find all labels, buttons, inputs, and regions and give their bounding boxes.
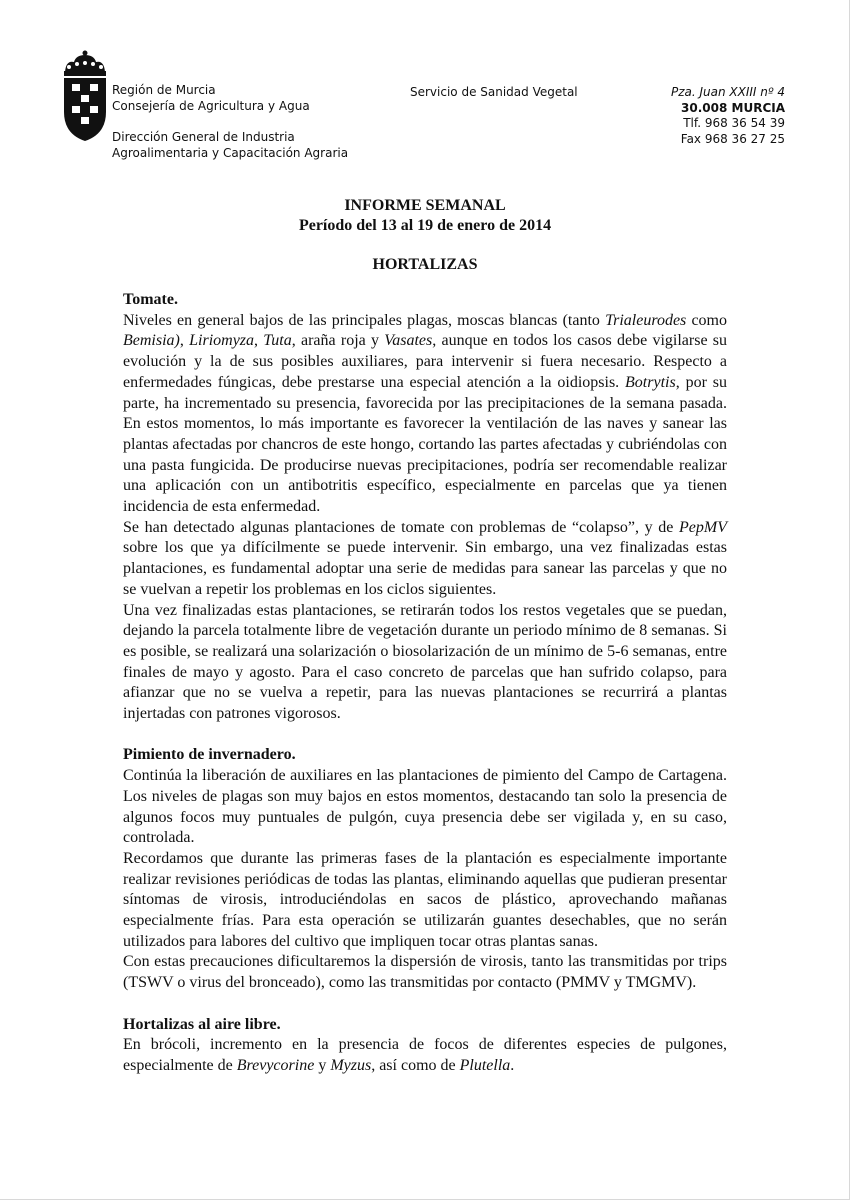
section-title: HORTALIZAS [372, 256, 478, 273]
aire-libre-paragraph-1: En brócoli, incremento en la presencia de focos de diferentes especies de pulgones, especialmente de Brevycorine y Myzus, así como de Plutella. [123, 1036, 727, 1074]
report-period: Período del 13 al 19 de enero de 2014 [298, 216, 552, 234]
organization-block [112, 83, 310, 114]
aire-libre-heading: Hortalizas al aire libre. [123, 1015, 281, 1033]
tomate-paragraph-1: Niveles en general bajos de las principales plagas, moscas blancas (tanto Trialeurodes como Bemisia), Liriomyza, Tuta, araña roja y Vasates, aunque en todos los casos debe vigilarse su evolución y la de sus posibles auxiliares, para intervenir si fuera necesario. Respecto a enfermedades fúngicas, debe prestarse una especial atención a la oidiopsis. Botrytis, por su parte, ha incrementado su presencia, favorecida por las precipitaciones de la semana pasada. En estos momentos, lo más importante es favorecer la ventilación de las naves y sanear las plantas afectadas por chancros de este hongo, cortando las partes afectadas y cubriéndolas con una pasta fungicida. De producirse nuevas precipitaciones, podría ser recomendable realizar una aplicación con un antibotritis específico, especialmente en parcelas que ya tienen incidencia de esta enfermedad. [123, 311, 728, 516]
org-line-1: Región de Murcia [112, 83, 216, 97]
dir-line-1: Dirección General de Industria [112, 130, 295, 144]
directorate-block [112, 130, 348, 161]
address-street: Pza. Juan XXIII nº 4 [670, 85, 785, 99]
tomate-paragraph-3: Una vez finalizadas estas plantaciones, se retirarán todos los restos vegetales que se puedan, dejando la parcela totalmente libre de vegetación durante un periodo mínimo de 8 semanas. Si es posible, se realizará una solarización o biosolarización de un mínimo de 5-6 semanas, entre finales de mayo y agosto. Para el caso concreto de parcelas que han sufrido colapso, para afianzar que no se vuelva a repetir, para las nuevas plantaciones se recurrirá a plantas injertadas con patrones vigorosos. [123, 601, 727, 723]
region-coat-of-arms-icon [60, 50, 110, 142]
tomate-paragraph-2: Se han detectado algunas plantaciones de tomate con problemas de “colapso”, y de PepMV sobre los que ya difícilmente se puede intervenir. Sin embargo, una vez finalizadas estas plantaciones, es fundamental adoptar una serie de medidas para sanear las parcelas y que no se vuelvan a repetir los problemas en los ciclos siguientes. [123, 518, 727, 598]
pimiento-heading: Pimiento de invernadero. [123, 746, 296, 764]
tomate-heading: Tomate. [123, 291, 178, 308]
address-phone: Tlf. 968 36 54 39 [683, 116, 785, 130]
service-name: Servicio de Sanidad Vegetal [410, 85, 578, 99]
report-title-block [0, 196, 850, 235]
pimiento-paragraph-2: Recordamos que durante las primeras fases de la plantación es especialmente importante realizar revisiones periódicas de todas las plantas, eliminando aquellas que pudieran presentar síntomas de virosis, introduciéndolas en sacos de plástico, aprovechando mañanas especialmente frías. Para esta operación se utilizarán guantes desechables, que no serán utilizados para labores del cultivo que impliquen tocar otras plantas sanas. [123, 849, 727, 950]
address-block [671, 85, 785, 147]
report-body [123, 290, 727, 1077]
pimiento-paragraph-1: Continúa la liberación de auxiliares en las plantaciones de pimiento del Campo de Cartagena. Los niveles de plagas son muy bajos en estos momentos, destacando tan solo la presencia de algunos focos muy puntuales de pulgón, cuya presencia debe ser vigilada y, en su caso, controlada. [123, 767, 727, 847]
address-city: 30.008 MURCIA [681, 100, 785, 115]
report-title: INFORME SEMANAL [344, 197, 506, 214]
org-line-2: Consejería de Agricultura y Agua [112, 98, 310, 113]
dir-line-2: Agroalimentaria y Capacitación Agraria [112, 145, 349, 160]
address-fax: Fax 968 36 27 25 [680, 131, 785, 146]
pimiento-paragraph-3: Con estas precauciones dificultaremos la dispersión de virosis, tanto las transmitidas por trips (TSWV o virus del bronceado), como las transmitidas por contacto (PMMV y TMGMV). [123, 953, 727, 992]
